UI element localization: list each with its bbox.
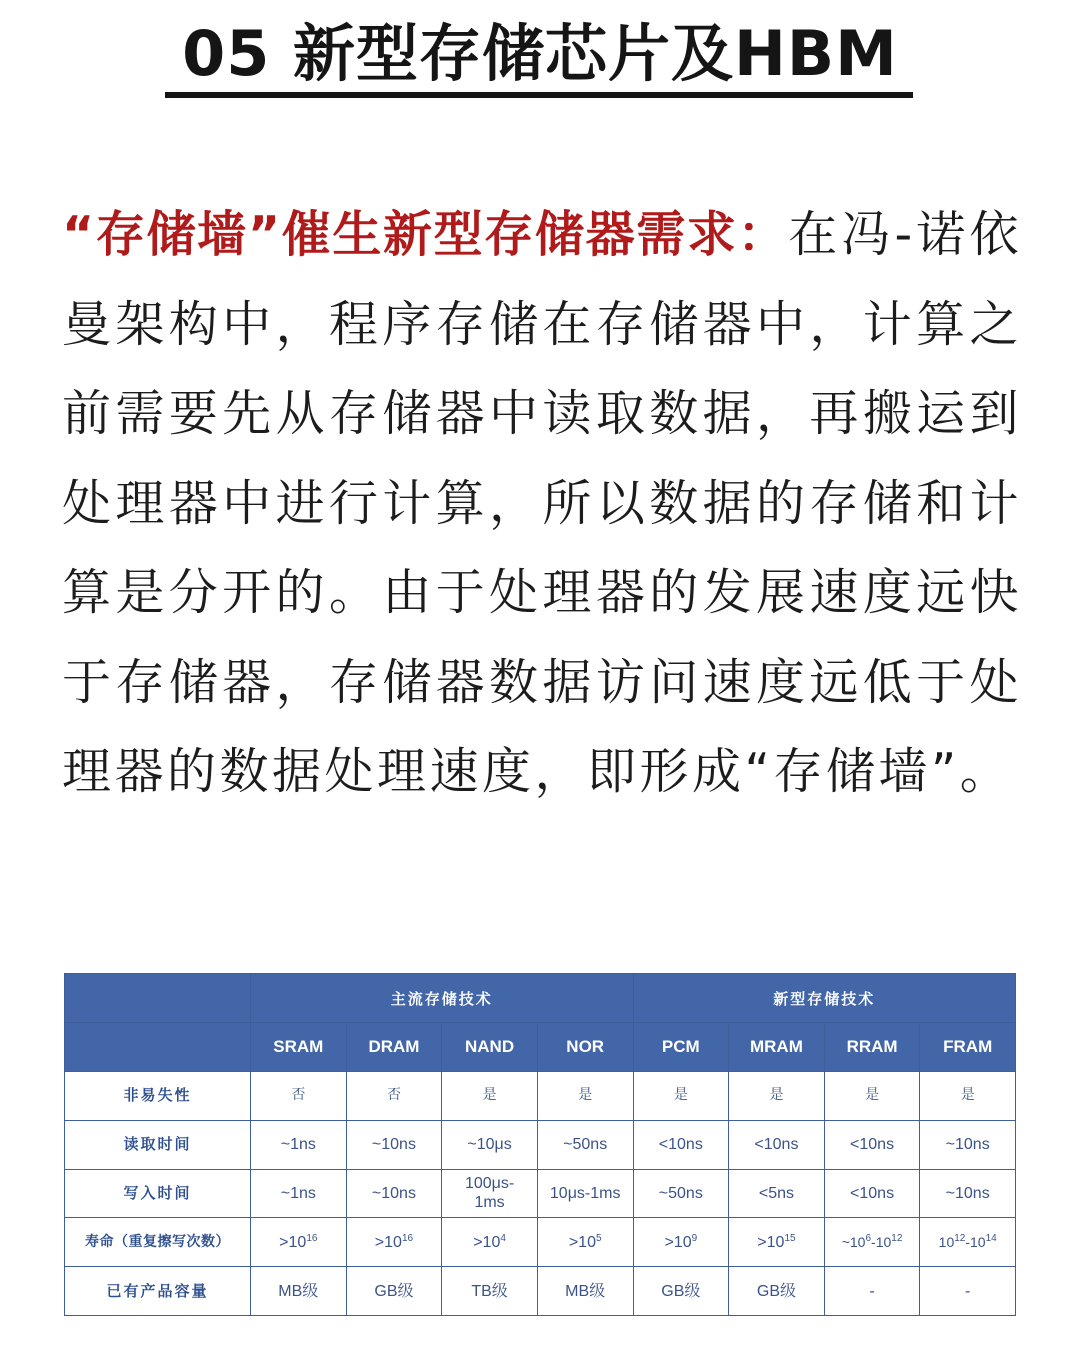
title-underline: [165, 92, 913, 98]
table-cell: 是: [729, 1072, 825, 1121]
table-cell: ~10ns: [920, 1169, 1016, 1218]
table-cell: <10ns: [824, 1169, 920, 1218]
table-cell: $>10^5$: [537, 1218, 633, 1267]
column-header: MRAM: [729, 1023, 825, 1072]
column-header: PCM: [633, 1023, 729, 1072]
row-header: 写入时间: [65, 1169, 251, 1218]
table-cell: ~10ns: [346, 1120, 442, 1169]
table-row-endurance: [65, 1218, 1016, 1267]
row-header: 非易失性: [65, 1072, 251, 1121]
table-cell: $>10^{16}$: [346, 1218, 442, 1267]
column-header: NOR: [537, 1023, 633, 1072]
column-header: NAND: [442, 1023, 538, 1072]
table-cell: 是: [824, 1072, 920, 1121]
table-cell: $>10^{15}$: [729, 1218, 825, 1267]
table-cell: 否: [346, 1072, 442, 1121]
table-cell: 100μs-1ms: [442, 1169, 538, 1218]
table-cell: ~10ns: [920, 1120, 1016, 1169]
lead-heading: “存储墙”催生新型存储器需求：: [62, 206, 789, 263]
table-cell: $>10^{16}$: [251, 1218, 347, 1267]
article-paragraph: [62, 190, 1022, 817]
table-cell: ~1ns: [251, 1120, 347, 1169]
table-cell: ~10μs: [442, 1120, 538, 1169]
table-cell: <10ns: [729, 1120, 825, 1169]
table-column-header-row: [65, 1023, 1016, 1072]
table-cell: <10ns: [824, 1120, 920, 1169]
corner-cell-2: [65, 1023, 251, 1072]
table-cell: GB级: [633, 1267, 729, 1316]
column-header: RRAM: [824, 1023, 920, 1072]
table-cell: <10ns: [633, 1120, 729, 1169]
page-title: 05 新型存储芯片及HBM: [182, 17, 898, 90]
table-row-read-time: [65, 1120, 1016, 1169]
table-cell: <5ns: [729, 1169, 825, 1218]
table-cell: $10^{12}-10^{14}$: [920, 1218, 1016, 1267]
table-cell: ~10ns: [346, 1169, 442, 1218]
table-cell: $>10^9$: [633, 1218, 729, 1267]
table-cell: $\sim 10^6-10^{12}$: [824, 1218, 920, 1267]
table-cell: 是: [442, 1072, 538, 1121]
table-cell: ~1ns: [251, 1169, 347, 1218]
table-cell: 否: [251, 1072, 347, 1121]
table-row-write-time: [65, 1169, 1016, 1218]
table-cell: 是: [537, 1072, 633, 1121]
table-group-header-row: [65, 974, 1016, 1023]
table-cell: 是: [633, 1072, 729, 1121]
table-cell: GB级: [729, 1267, 825, 1316]
column-header: DRAM: [346, 1023, 442, 1072]
title-block: [0, 18, 1080, 90]
table-cell: GB级: [346, 1267, 442, 1316]
column-header: FRAM: [920, 1023, 1016, 1072]
table-cell: ~50ns: [537, 1120, 633, 1169]
corner-cell: [65, 974, 251, 1023]
row-header: 已有产品容量: [65, 1267, 251, 1316]
table-cell: 10μs-1ms: [537, 1169, 633, 1218]
group-header-emerging: 新型存储技术: [633, 974, 1016, 1023]
row-header: 寿命（重复擦写次数）: [65, 1218, 251, 1267]
table-cell: 是: [920, 1072, 1016, 1121]
table-row-capacity: [65, 1267, 1016, 1316]
table-cell: ~50ns: [633, 1169, 729, 1218]
table-cell: -: [920, 1267, 1016, 1316]
table-row-nonvolatile: [65, 1072, 1016, 1121]
table-cell: TB级: [442, 1267, 538, 1316]
group-header-mainstream: 主流存储技术: [251, 974, 634, 1023]
table-cell: -: [824, 1267, 920, 1316]
table-cell: MB级: [251, 1267, 347, 1316]
table-cell: $>10^4$: [442, 1218, 538, 1267]
column-header: SRAM: [251, 1023, 347, 1072]
table-cell: MB级: [537, 1267, 633, 1316]
article-body: 在冯-诺依曼架构中，程序存储在存储器中，计算之前需要先从存储器中读取数据，再搬运到处理器中进行计算，所以数据的存储和计算是分开的。由于处理器的发展速度远快于存储器，存储器数据访问速度远低于处理器的数据处理速度，即形成“存储墙”。: [62, 206, 1022, 800]
row-header: 读取时间: [65, 1120, 251, 1169]
memory-comparison-table: [64, 973, 1016, 1316]
